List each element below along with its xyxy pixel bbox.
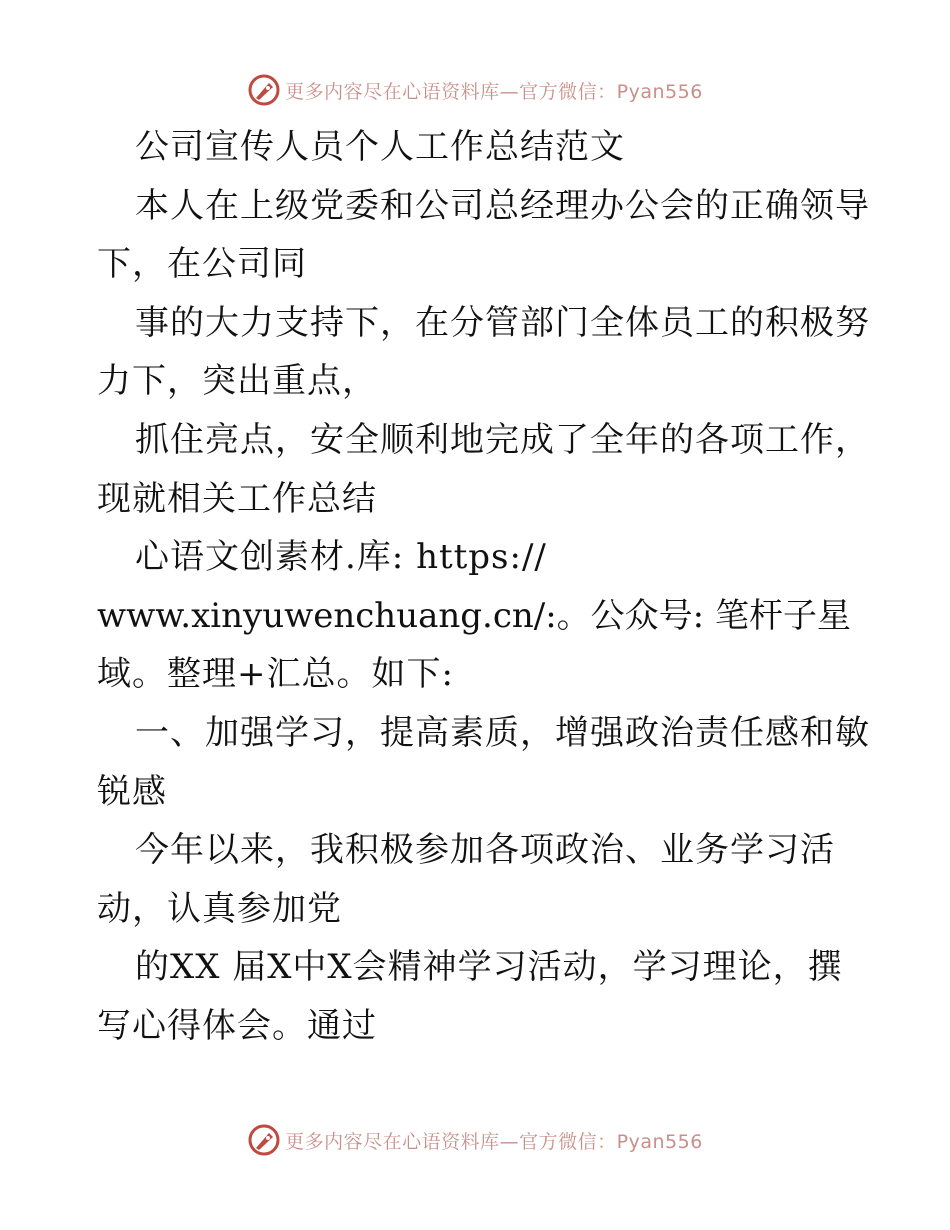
paragraph-line: 的XX 届X中X会精神学习活动，学习理论，撰: [135, 947, 843, 988]
paragraph-line: 域。整理+汇总。如下:: [97, 654, 454, 695]
document-title: 公司宣传人员个人工作总结范文: [135, 127, 625, 167]
paragraph-line: 本人在上级党委和公司总经理办公会的正确领导: [135, 185, 870, 226]
footer-watermark-banner: [0, 1120, 950, 1160]
paragraph-line: 现就相关工作总结: [97, 478, 377, 519]
paragraph-line: 力下，突出重点，: [97, 361, 377, 402]
paragraph-line: 事的大力支持下，在分管部门全体员工的积极努: [135, 302, 870, 343]
pen-nib-logo-icon: [247, 1123, 281, 1157]
paragraph-line: 写心得体会。通过: [97, 1005, 377, 1046]
paragraph-line: 下，在公司同: [97, 244, 307, 285]
section-heading: 一、加强学习，提高素质，增强政治责任感和敏: [135, 712, 870, 753]
document-body: [97, 118, 870, 1056]
paragraph-line: 今年以来，我积极参加各项政治、业务学习活: [135, 830, 835, 871]
section-heading-continued: 锐感: [97, 771, 167, 812]
pen-nib-logo-icon: [247, 73, 281, 107]
paragraph-line: www.xinyuwenchuang.cn/:。公众号: 笔杆子星: [97, 595, 851, 636]
paragraph-line: 抓住亮点，安全顺利地完成了全年的各项工作，: [135, 419, 870, 460]
watermark-text: 更多内容尽在心语资料库—官方微信：Pyan556: [285, 80, 703, 103]
paragraph-line: 心语文创素材.库: https://: [135, 537, 547, 578]
paragraph-line: 动，认真参加党: [97, 888, 342, 929]
header-watermark-banner: [0, 70, 950, 110]
watermark-text: 更多内容尽在心语资料库—官方微信：Pyan556: [285, 1130, 703, 1153]
